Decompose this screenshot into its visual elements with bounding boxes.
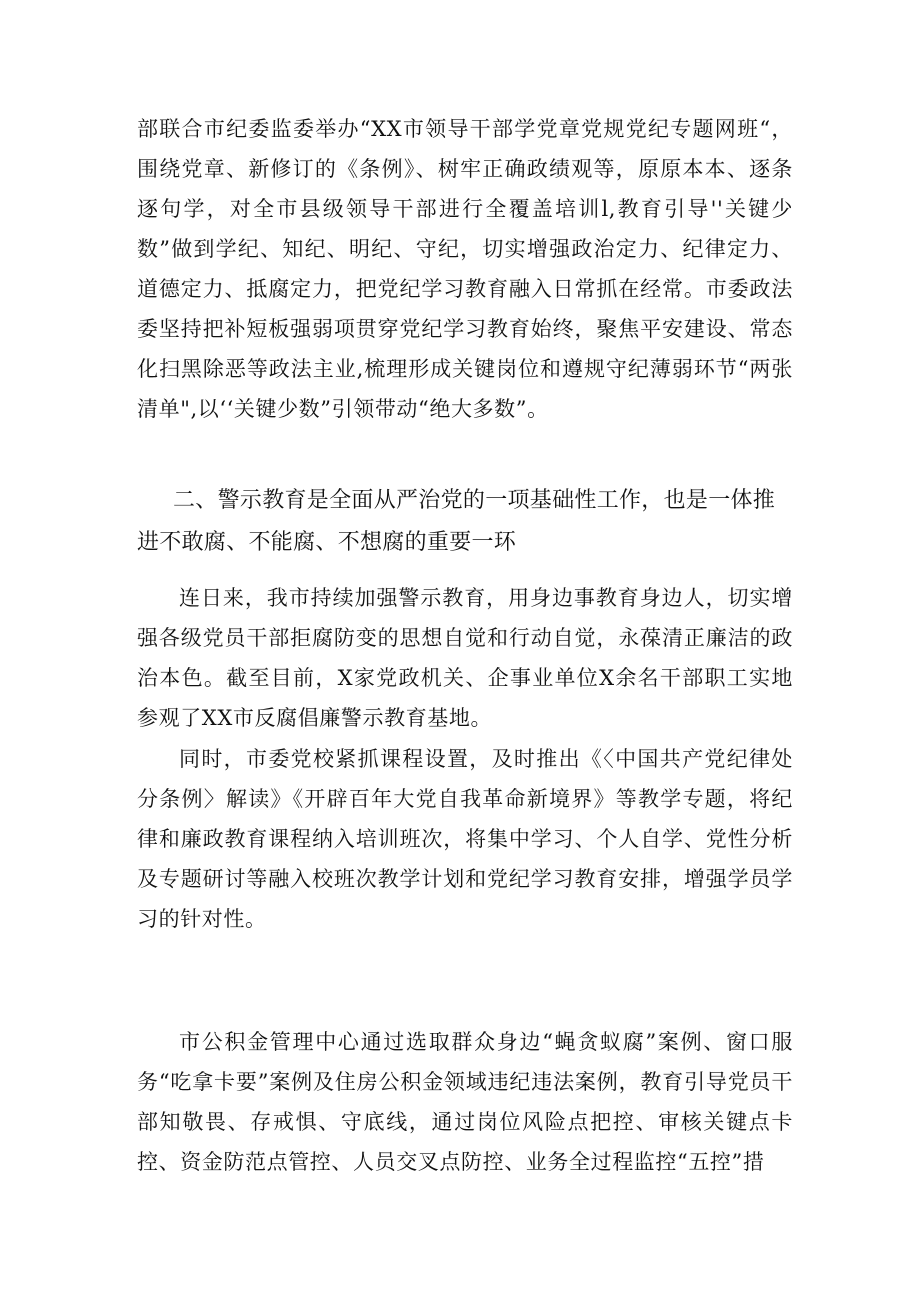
paragraph-party-school-courses: 同时，市委党校紧抓课程设置，及时推出《〈中国共产党纪律处分条例〉解读》《开辟百年大党自我革命新境界》等教学专题，将纪律和廉政教育课程纳入培训班次，将集中学习、个人自学、党性分析及专题研讨等融入校班次教学计划和党纪学习教育安排，增强学员学习的针对性。	[137, 747, 793, 931]
paragraph-housing-fund-center: 市公积金管理中心通过选取群众身边“蝇贪蚁腐”案例、窗口服务“吃拿卡要”案例及住房公积金领域违纪违法案例，教育引导党员干部知敬畏、存戒惧、守底线，通过岗位风险点把控、审核关键点卡控、资金防范点管控、人员交叉点防控、业务全过程监控“五控”措	[137, 1030, 793, 1174]
section-heading-warning-education: 二、警示教育是全面从严治党的一项基础性工作，也是一体推进不敢腐、不能腐、不想腐的重要一环	[137, 488, 776, 555]
paragraph-warning-education-base: 连日来，我市持续加强警示教育，用身边事教育身边人，切实增强各级党员干部拒腐防变的思想自觉和行动自觉，永葆清正廉洁的政治本色。截至目前，X家党政机关、企事业单位X余名干部职工实地参观了XX市反腐倡廉警示教育基地。	[137, 586, 793, 730]
paragraph-study-training: 部联合市纪委监委举办“XX市领导干部学党章党规党纪专题网班“，围绕党章、新修订的《条例》、树牢正确政绩观等，原原本本、逐条逐句学，对全市县级领导干部进行全覆盖培训l,教育引导''关键少数”做到学纪、知纪、明纪、守纪，切实增强政治定力、纪律定力、道德定力、抵腐定力，把党纪学习教育融入日常抓在经常。市委政法委坚持把补短板强弱项贯穿党纪学习教育始终，聚焦平安建设、常态化扫黑除恶等政法主业,梳理形成关键岗位和遵规守纪薄弱环节“两张清单",以‘‘关键少数”引领带动“绝大多数”。	[137, 117, 793, 421]
